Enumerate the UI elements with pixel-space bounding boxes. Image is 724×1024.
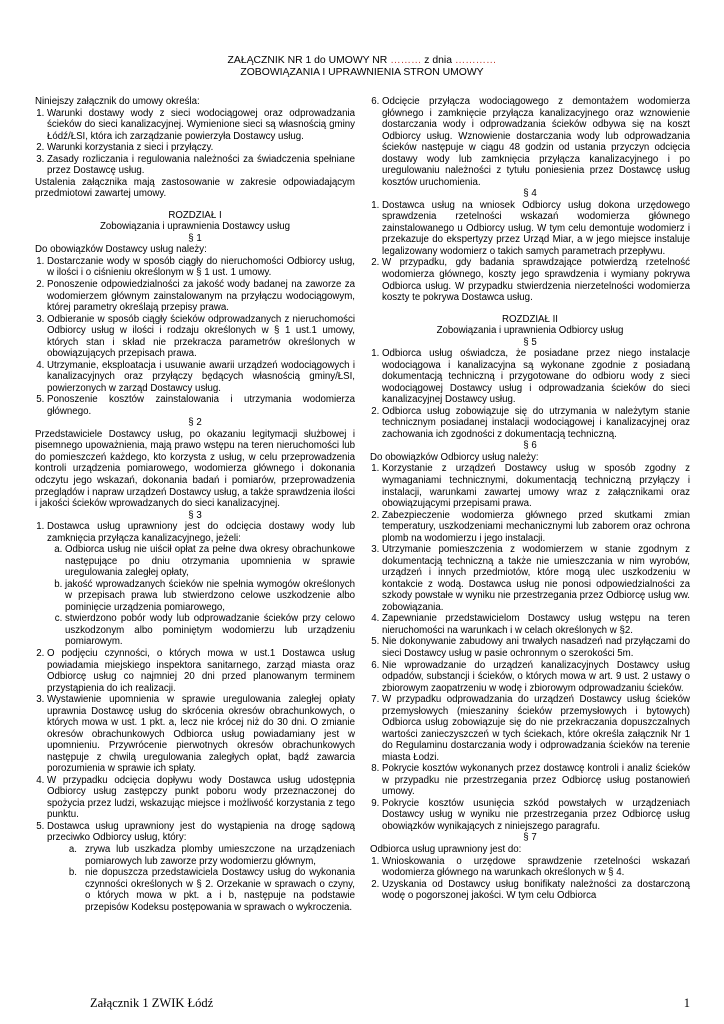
list-item: 2. Zabezpieczenie wodomierza głównego przed skutkami zmian temperatury, uszkodzeniami mechanicznymi lub zaborem oraz ochrona plomb na wodomierzu i jego instalacji. (382, 510, 690, 545)
list-item: 5. Nie dokonywanie zabudowy ani trwałych nasadzeń nad przyłączami do sieci Dostawcy usług w pasie ochronnym o szerokości 5m. (382, 636, 690, 659)
list-item: b. jakość wprowadzanych ścieków nie spełnia wymogów określonych w przepisach prawa lub stwierdzono celowe uszkodzenie albo pominięcie urządzenia pomiarowego, (65, 579, 355, 614)
section-5-list (370, 348, 690, 440)
section-1-heading: § 1 (188, 232, 202, 244)
list-item: 2. Warunki korzystania z sieci i przyłączy. (47, 142, 355, 154)
section-1-intro: Do obowiązków Dostawcy usług należy: (35, 244, 207, 256)
list-item: 9. Pokrycie kosztów usunięcia szkód powstałych w urządzeniach Dostawcy usług w wyniku nie przestrzegania przez Odbiorcę usług obowiązków wynikających z niniejszego paragrafu. (382, 798, 690, 833)
section-7-heading: § 7 (523, 832, 537, 844)
list-item: 1. Odbiorca usług oświadcza, że posiadane przez niego instalacje wodociągowa i kanalizacyjna są wykonane zgodnie z posiadaną dokumentacją techniczną i przygotowane do odbioru wody z sieci wodociągowej Dostawcy usług i odprowadzania ścieków do sieci kanalizacyjnej Dostawcy usług. (382, 348, 690, 406)
left-column (35, 96, 355, 913)
section-1-list (35, 256, 355, 417)
list-item: 5. Ponoszenie kosztów zainstalowania i utrzymania wodomierza głównego. (47, 394, 355, 417)
page-footer (90, 996, 690, 1012)
section-3-sublist (47, 544, 355, 648)
section-4-list (370, 200, 690, 304)
list-item: 4. W przypadku odcięcia dopływu wody Dostawca usług udostępnia Odbiorcy usług zastępczy punkt poboru wody przeznaczonej do spożycia przez ludzi, wskazując miejsce i możliwość korzystania z tego punktu. (47, 775, 355, 821)
chapter-1-subtitle: Zobowiązania i uprawnienia Dostawcy usług (99, 221, 291, 233)
list-item: 3. Zasady rozliczania i regulowania należności za świadczenia spełniane przez Dostawcę usług. (47, 154, 355, 177)
list-item: 3. Utrzymanie pomieszczenia z wodomierzem w stanie zgodnym z dokumentacją techniczną a także nie umieszczania w nim wyrobów, urządzeń i innych przedmiotów, które mogą ulec uszkodzeniu w kontakcie z wodą. Dostawca usług nie ponosi odpowiedzialności za szkody powstałe w wyniku nie przestrzegania przez Odbiorcę usług ww. zobowiązania. (382, 544, 690, 613)
list-item: 6. Nie wprowadzanie do urządzeń kanalizacyjnych Dostawcy usług odpadów, substancji i ścieków, o których mowa w art. 9 ust. 2 ustawy o zbiorowym zaopatrzeniu w wodę i zbiorowym odprowadzaniu ścieków. (382, 660, 690, 695)
list-item: 4. Zapewnianie przedstawicielom Dostawcy usług wstępu na teren nieruchomości na warunkach i w celach określonych w §2. (382, 613, 690, 636)
section-7-intro: Odbiorca usług uprawniony jest do: (370, 844, 522, 855)
section-3-item5-sublist (47, 844, 355, 913)
list-item: 1. Dostarczanie wody w sposób ciągły do nieruchomości Odbiorcy usług, w ilości i o ciśnieniu określonym w § 1 ust. 1 umowy. (47, 256, 355, 279)
intro-list (35, 108, 355, 177)
right-column (370, 96, 690, 902)
section-3-list (35, 521, 355, 913)
list-item-text: Dostawca usług uprawniony jest do odcięcia dostawy wody lub zamknięcia przyłącza kanalizacyjnego, jeżeli: (47, 521, 355, 544)
section-2-text: Przedstawiciele Dostawcy usług, po okazaniu legitymacji służbowej i pisemnego upoważnienia, mają prawo wstępu na teren nieruchomości lub do pomieszczeń każdego, kto korzysta z usług, w celu przeprowadzenia kontroli urządzenia pomiarowego, wodomierza głównego i dokonania odczytu jego wskazań, dokonania badań i pomiarów, przeprowadzenia przeglądów i napraw urządzeń Dostawcy usług, a także sprawdzenia ilości i jakości ścieków wprowadzanych do sieci kanalizacyjnej. (35, 428, 355, 510)
section-4-heading: § 4 (523, 188, 537, 200)
section-6-list (370, 463, 690, 832)
list-item: 2. W przypadku, gdy badania sprawdzające potwierdzą rzetelność wodomierza głównego, koszty jego sprawdzenia i wymiany pokrywa Odbiorca usług. W przypadku stwierdzenia nierzetelności wodomierza koszty te pokrywa Dostawca usług. (382, 257, 690, 303)
list-item: 4. Utrzymanie, eksploatacja i usuwanie awarii urządzeń wodociągowych i kanalizacyjnych oraz przyłączy będących własnością gminy/ŁSI, powierzonych w zarząd Dostawcy usług. (47, 360, 355, 395)
header-date-label: z dnia (424, 55, 452, 66)
header-line-2: ZOBOWIĄZANIA I UPRAWNIENIA STRON UMOWY (240, 67, 484, 79)
list-item (47, 521, 355, 648)
section-6-intro: Do obowiązków Odbiorcy usług należy: (370, 451, 539, 463)
intro-text: Niniejszy załącznik do umowy określa: (35, 96, 200, 107)
header-date-dots: ………… (454, 55, 497, 66)
document-header (0, 55, 724, 80)
list-item: 3. Wystawienie upomnienia w sprawie uregulowania zaległej opłaty uprawnia Dostawcę usług do skrócenia okresów obrachunkowych, o których mowa w ust. 1 pkt. a, lecz nie krócej niż do 30 dni. O zmianie okresów obrachunkowych Odbiorca usług powiadamiany jest w upomnieniu. Przywrócenie pierwotnych okresów obrachunkowych następuje z chwilą uregulowania zaległych opłat, bądź zawarcia porozumienia w sprawie ich spłaty. (47, 694, 355, 775)
list-item: 2. Odbiorca usług zobowiązuje się do utrzymania w należytym stanie technicznym posiadanej instalacji wodociągowej i kanalizacyjnej oraz zachowania ich zgodności z dokumentacją techniczną. (382, 406, 690, 441)
chapter-2-heading: ROZDZIAŁ II (502, 313, 558, 325)
chapter-1-heading: ROZDZIAŁ I (168, 209, 222, 221)
list-item: 1. Wnioskowania o urzędowe sprawdzenie rzetelności wskazań wodomierza głównego na warunkach określonych w § 4. (382, 856, 690, 879)
list-item: 6. Odcięcie przyłącza wodociągowego z demontażem wodomierza głównego i zamknięcie przyłącza kanalizacyjnego oraz wznowienie dostarczania wody i odprowadzania ścieków odbywa się na koszt Odbiorcy usług. Wznowienie dostarczania wody lub odprowadzania ścieków następuje w ciągu 48 godzin od ustania przyczyn odcięcia dostawy wody lub zamknięcia przyłącza kanalizacyjnego i po uregulowaniu należności z tytułu poniesienia przez Dostawcę usług kosztów uruchomienia. (382, 96, 690, 188)
section-3-heading: § 3 (188, 509, 202, 521)
list-item: c. stwierdzono pobór wody lub odprowadzanie ścieków przy celowo uszkodzonym albo pominiętym wodomierzu lub urządzeniu pomiarowym. (65, 613, 355, 648)
list-item: 1. Korzystanie z urządzeń Dostawcy usług w sposób zgodny z wymaganiami technicznymi, dokumentacją techniczną przyłączy i instalacji, warunkami zawartej umowy wraz z załącznikami oraz obowiązującymi przepisami prawa. (382, 463, 690, 509)
list-item: 1. Warunki dostawy wody z sieci wodociągowej oraz odprowadzania ścieków do sieci kanalizacyjnej. Wymienione sieci są własnością gminy Łódź/ŁSI, która ich zarządzanie powierzyła Dostawcy usług. (47, 108, 355, 143)
list-item (47, 821, 355, 913)
list-item: 2. Uzyskania od Dostawcy usług bonifikaty należności za dostarczoną wodę o pogorszonej jakości. W tym celu Odbiorca (382, 879, 690, 902)
header-title-prefix: ZAŁĄCZNIK NR 1 do UMOWY NR (227, 55, 388, 66)
list-item: 7. W przypadku odprowadzania do urządzeń Dostawcy usług ścieków przemysłowych (mieszaniny ścieków przemysłowych i bytowych) Odbiorca usług zobowiązuje się do nie przekraczania dopuszczalnych wartości zanieczyszczeń w tych ściekach, które określa załącznik Nr 1 do Regulaminu dostarczania wody i odprowadzania ścieków na terenie miasta Łodzi. (382, 694, 690, 763)
section-6-heading: § 6 (523, 440, 537, 452)
header-contract-number-dots: ……… (390, 55, 422, 66)
list-item: 1. Dostawca usług na wniosek Odbiorcy usług dokona urzędowego sprawdzenia rzetelności wskazań wodomierza głównego zainstalowanego u Odbiorcy usług. W tym celu demontuje wodomierz i przekazuje do ekspertyzy przez Urząd Miar, a w jego miejsce instaluje legalizowany wodomierz o takich samych parametrach przepływu. (382, 200, 690, 258)
list-item: 3. Odbieranie w sposób ciągły ścieków odprowadzanych z nieruchomości Odbiorcy usług w ilości i rodzaju określonych w § 1 ust.1 umowy, których stan i skład nie przekracza parametrów określonych w obowiązujących przepisach prawa. (47, 314, 355, 360)
list-item: a. zrywa lub uszkadza plomby umieszczone na urządzeniach pomiarowych lub zaworze przy wodomierzu głównym, (85, 844, 355, 867)
list-item: b. nie dopuszcza przedstawiciela Dostawcy usług do wykonania czynności określonych w § 2. Orzekanie w sprawach o czyny, o których mowa w pkt. a i b, następuje na podstawie przepisów Kodeksu postępowania w sprawach o wykroczenia. (85, 867, 355, 913)
section-3-list-continued (370, 96, 690, 188)
section-5-heading: § 5 (523, 336, 537, 348)
chapter-2-subtitle: Zobowiązania i uprawnienia Odbiorcy usług (436, 325, 624, 337)
list-item: a. Odbiorca usług nie uiścił opłat za pełne dwa okresy obrachunkowe następujące po dniu otrzymania upomnienia w sprawie uregulowania zaległej opłaty, (65, 544, 355, 579)
list-item: 8. Pokrycie kosztów wykonanych przez dostawcę kontroli i analiz ścieków w przypadku nie przestrzegania przez Odbiorcę usług postanowień umowy. (382, 763, 690, 798)
page-number: 1 (683, 996, 690, 1010)
footer-document-label: Załącznik 1 ZWIK Łódź (90, 996, 214, 1010)
section-7-list (370, 856, 690, 902)
list-item: 2. Ponoszenie odpowiedzialności za jakość wody badanej na zaworze za wodomierzem głównym zainstalowanym na przyłączu wodociągowym, której parametry określają przepisy prawa. (47, 279, 355, 314)
section-2-heading: § 2 (188, 417, 202, 429)
list-item-text: Dostawca usług uprawniony jest do wystąpienia na drogę sądową przeciwko Odbiorcy usług, który: (47, 820, 355, 844)
header-line-1 (0, 55, 724, 67)
intro-after-text: Ustalenia załącznika mają zastosowanie w zakresie odpowiadającym przedmiotowi zawartej umowy. (35, 176, 355, 200)
list-item: 2. O podjęciu czynności, o których mowa w ust.1 Dostawca usług powiadamia miejskiego inspektora sanitarnego, zarząd miasta oraz Odbiorcę usług co najmniej 20 dni przed planowanym terminem przystąpienia do ich realizacji. (47, 648, 355, 694)
